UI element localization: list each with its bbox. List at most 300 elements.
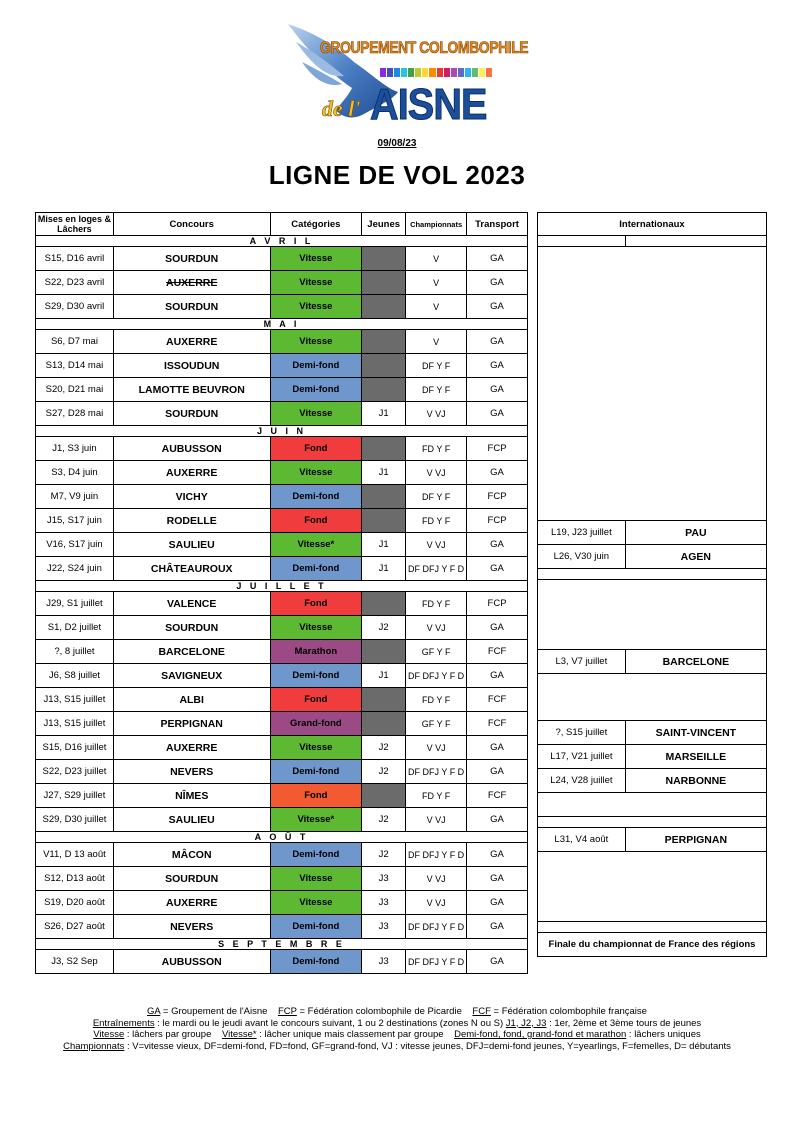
cell-championnats: DF DFJ Y F D: [406, 915, 467, 939]
intl-spacer-row: [538, 418, 767, 428]
cell-dates: S15, D16 avril: [36, 247, 114, 271]
cell-transport: FCP: [467, 509, 528, 533]
rainbow-stripe: [394, 68, 400, 77]
cell-category: Demi-fond: [270, 485, 362, 509]
intl-spacer-cell: [625, 236, 766, 247]
cell-championnats: V VJ: [406, 736, 467, 760]
cell-championnats: V VJ: [406, 891, 467, 915]
table-row: [36, 891, 528, 915]
cell-jeunes: J1: [362, 557, 406, 581]
intl-place: PERPIGNAN: [625, 828, 766, 852]
intl-row: [538, 674, 767, 698]
intl-row: [538, 697, 767, 721]
month-row: [36, 832, 528, 843]
cell-transport: FCP: [467, 485, 528, 509]
intl-row: [538, 769, 767, 793]
table-row: [36, 354, 528, 378]
cell-category: Demi-fond: [270, 760, 362, 784]
cell-transport: GA: [467, 295, 528, 319]
table-row: [36, 664, 528, 688]
cell-dates: S12, D13 août: [36, 867, 114, 891]
cell-transport: GA: [467, 247, 528, 271]
intl-row: [538, 521, 767, 545]
intl-empty: [538, 793, 767, 817]
cell-concours: AUBUSSON: [113, 950, 270, 974]
intl-row: [538, 852, 767, 876]
table-row: [36, 437, 528, 461]
intl-row: [538, 603, 767, 626]
intl-row: [538, 721, 767, 745]
cell-dates: V16, S17 juin: [36, 533, 114, 557]
intl-place: MARSEILLE: [625, 745, 766, 769]
legend-line-2: [0, 1018, 794, 1030]
legend-df-label: Demi-fond, fond, grand-fond et marathon: [454, 1029, 627, 1040]
rainbow-stripe: [444, 68, 450, 77]
cell-jeunes: [362, 688, 406, 712]
cell-jeunes: [362, 485, 406, 509]
cell-dates: S26, D27 août: [36, 915, 114, 939]
cell-category: Vitesse: [270, 295, 362, 319]
cell-dates: J1, S3 juin: [36, 437, 114, 461]
intl-row: [538, 793, 767, 817]
cell-championnats: V VJ: [406, 808, 467, 832]
table-row: [36, 915, 528, 939]
cell-concours: SOURDUN: [113, 247, 270, 271]
cell-championnats: DF DFJ Y F D: [406, 950, 467, 974]
race-schedule-table: [35, 212, 528, 974]
intl-place: BARCELONE: [625, 650, 766, 674]
cell-transport: FCF: [467, 640, 528, 664]
cell-dates: J3, S2 Sep: [36, 950, 114, 974]
cell-concours: SAULIEU: [113, 808, 270, 832]
intl-row: [538, 626, 767, 650]
intl-spacer-cell: [538, 817, 767, 828]
header-jeunes: Jeunes: [362, 213, 406, 236]
cell-dates: J15, S17 juin: [36, 509, 114, 533]
intl-row: [538, 395, 767, 418]
intl-row: [538, 247, 767, 271]
cell-jeunes: [362, 784, 406, 808]
intl-place: SAINT-VINCENT: [625, 721, 766, 745]
cell-championnats: DF DFJ Y F D: [406, 760, 467, 784]
rainbow-stripe: [458, 68, 464, 77]
cell-concours: ALBI: [113, 688, 270, 712]
cell-transport: GA: [467, 867, 528, 891]
cell-jeunes: J2: [362, 616, 406, 640]
rainbow-stripe: [429, 68, 435, 77]
cell-championnats: DF Y F: [406, 378, 467, 402]
intl-row: [538, 545, 767, 569]
intl-place: NARBONNE: [625, 769, 766, 793]
month-label: A O Û T: [36, 832, 528, 843]
legend-ch-text: : V=vitesse vieux, DF=demi-fond, FD=fond, GF=grand-fond, VJ : vitesse jeunes, DFJ=demi-fond jeunes, Y=yearlings, F=femelles, D= débutants: [124, 1040, 731, 1052]
cell-concours: AUXERRE: [113, 461, 270, 485]
cell-transport: GA: [467, 736, 528, 760]
cell-championnats: FD Y F: [406, 784, 467, 808]
legend-entr-label: Entraînements: [92, 1017, 155, 1029]
legend-entr-text: : le mardi ou le jeudi avant le concours suivant, 1 ou 2 destinations (zones N ou S): [154, 1017, 506, 1029]
cell-championnats: V VJ: [406, 402, 467, 426]
table-row: [36, 378, 528, 402]
table-row: [36, 592, 528, 616]
cell-concours: BARCELONE: [113, 640, 270, 664]
rainbow-stripe: [437, 68, 443, 77]
cell-championnats: V VJ: [406, 461, 467, 485]
cell-dates: S22, D23 avril: [36, 271, 114, 295]
cell-dates: S20, D21 mai: [36, 378, 114, 402]
legend-line-3: [0, 1029, 794, 1041]
cell-dates: V11, D 13 août: [36, 843, 114, 867]
cell-dates: J13, S15 juillet: [36, 688, 114, 712]
intl-empty: [538, 697, 767, 721]
legend-line-1: [0, 1006, 794, 1018]
cell-jeunes: J1: [362, 533, 406, 557]
cell-category: Demi-fond: [270, 378, 362, 402]
cell-concours: CHÂTEAUROUX: [113, 557, 270, 581]
intl-dates: L24, V28 juillet: [538, 769, 626, 793]
cell-transport: GA: [467, 354, 528, 378]
legend-vit2-text: : lâcher unique mais classement par groupe: [256, 1029, 444, 1040]
cell-championnats: V VJ: [406, 867, 467, 891]
cell-category: Demi-fond: [270, 950, 362, 974]
cell-championnats: V VJ: [406, 533, 467, 557]
cell-championnats: FD Y F: [406, 592, 467, 616]
header-categories: Catégories: [270, 213, 362, 236]
cell-category: Vitesse: [270, 402, 362, 426]
cell-concours: AUBUSSON: [113, 437, 270, 461]
table-row: [36, 402, 528, 426]
logo: [282, 18, 529, 130]
cell-category: Demi-fond: [270, 915, 362, 939]
cell-category: Vitesse: [270, 247, 362, 271]
rainbow-stripe: [415, 68, 421, 77]
intl-empty: [538, 580, 767, 604]
cell-category: Fond: [270, 509, 362, 533]
cell-transport: GA: [467, 843, 528, 867]
legend-fcf-text: = Fédération colombophile française: [490, 1006, 647, 1017]
cell-jeunes: J2: [362, 808, 406, 832]
cell-jeunes: J3: [362, 891, 406, 915]
cell-transport: GA: [467, 891, 528, 915]
cell-dates: J13, S15 juillet: [36, 712, 114, 736]
cell-championnats: DF DFJ Y F D: [406, 664, 467, 688]
cell-transport: GA: [467, 664, 528, 688]
intl-dates: L19, J23 juillet: [538, 521, 626, 545]
cell-championnats: FD Y F: [406, 437, 467, 461]
month-label: J U I N: [36, 426, 528, 437]
header-championnats: Championnats: [406, 213, 467, 236]
cell-concours: AUXERRE: [113, 330, 270, 354]
legend-line-4: [0, 1041, 794, 1053]
cell-jeunes: [362, 712, 406, 736]
table-row: [36, 688, 528, 712]
cell-dates: S1, D2 juillet: [36, 616, 114, 640]
legend-fcp-abbr: FCP: [277, 1006, 297, 1017]
cell-dates: S15, D16 juillet: [36, 736, 114, 760]
table-row: [36, 640, 528, 664]
intl-empty: [538, 293, 767, 316]
cell-jeunes: J3: [362, 950, 406, 974]
cell-category: Vitesse*: [270, 533, 362, 557]
cell-concours: SOURDUN: [113, 867, 270, 891]
cell-championnats: GF Y F: [406, 712, 467, 736]
cell-transport: GA: [467, 808, 528, 832]
cell-concours: ISSOUDUN: [113, 354, 270, 378]
table-row: [36, 760, 528, 784]
cell-concours: VICHY: [113, 485, 270, 509]
intl-empty: [538, 852, 767, 876]
intl-empty: [538, 474, 767, 497]
intl-row: [538, 349, 767, 372]
cell-transport: FCP: [467, 592, 528, 616]
cell-championnats: FD Y F: [406, 509, 467, 533]
intl-empty: [538, 898, 767, 922]
table-row: [36, 712, 528, 736]
cell-category: Vitesse: [270, 271, 362, 295]
rainbow-stripe: [472, 68, 478, 77]
month-label: S E P T E M B R E: [36, 939, 528, 950]
month-row: [36, 581, 528, 592]
cell-jeunes: [362, 354, 406, 378]
cell-transport: GA: [467, 616, 528, 640]
table-row: [36, 295, 528, 319]
logo-de: de l': [322, 96, 361, 121]
cell-dates: J22, S24 juin: [36, 557, 114, 581]
cell-championnats: V: [406, 247, 467, 271]
legend-entr-tail: : 1er, 2ème et 3ème tours de jeunes: [546, 1017, 702, 1029]
cell-category: Demi-fond: [270, 557, 362, 581]
intl-empty: [538, 451, 767, 474]
table-row: [36, 557, 528, 581]
table-row: [36, 808, 528, 832]
cell-championnats: FD Y F: [406, 688, 467, 712]
intl-spacer-cell: [538, 316, 767, 326]
cell-dates: J29, S1 juillet: [36, 592, 114, 616]
cell-dates: ?, 8 juillet: [36, 640, 114, 664]
legend-fcp-text: = Fédération colombophile de Picardie: [296, 1006, 462, 1017]
cell-concours: VALENCE: [113, 592, 270, 616]
table-row: [36, 867, 528, 891]
header-concours: Concours: [113, 213, 270, 236]
logo-title: GROUPEMENT COLOMBOPHILE: [320, 38, 529, 57]
cell-concours: AUXERRE: [113, 736, 270, 760]
intl-header-row: [538, 213, 767, 236]
cell-jeunes: J3: [362, 915, 406, 939]
cell-championnats: GF Y F: [406, 640, 467, 664]
document-date: 09/08/23: [377, 138, 417, 149]
cell-transport: GA: [467, 760, 528, 784]
cell-concours: SAULIEU: [113, 533, 270, 557]
cell-category: Vitesse: [270, 616, 362, 640]
cell-category: Vitesse: [270, 736, 362, 760]
cell-dates: S29, D30 avril: [36, 295, 114, 319]
table-row: [36, 461, 528, 485]
cell-transport: FCF: [467, 688, 528, 712]
cell-dates: S19, D20 août: [36, 891, 114, 915]
intl-row: [538, 650, 767, 674]
intl-spacer-cell: [538, 569, 767, 580]
cell-jeunes: [362, 271, 406, 295]
cell-transport: GA: [467, 533, 528, 557]
cell-concours: NEVERS: [113, 915, 270, 939]
month-label: A V R I L: [36, 236, 528, 247]
cell-dates: S13, D14 mai: [36, 354, 114, 378]
intl-row: [538, 270, 767, 293]
legend-vit2-label: Vitesse*: [221, 1029, 257, 1040]
cell-category: Demi-fond: [270, 354, 362, 378]
cell-championnats: DF Y F: [406, 485, 467, 509]
cell-dates: J27, S29 juillet: [36, 784, 114, 808]
table-row: [36, 616, 528, 640]
intl-row: [538, 372, 767, 395]
intl-empty: [538, 603, 767, 626]
cell-dates: S27, D28 mai: [36, 402, 114, 426]
logo-aisne: AISNE: [370, 80, 487, 129]
intl-row: [538, 828, 767, 852]
cell-jeunes: J2: [362, 760, 406, 784]
rainbow-stripe: [465, 68, 471, 77]
intl-row: [538, 933, 767, 957]
intl-spacer-row: [538, 236, 767, 247]
table-row: [36, 509, 528, 533]
legend-ch-label: Championnats: [63, 1040, 125, 1052]
intl-dates: L17, V21 juillet: [538, 745, 626, 769]
rainbow-stripe: [479, 68, 485, 77]
cell-concours: SAVIGNEUX: [113, 664, 270, 688]
intl-dates: ?, S15 juillet: [538, 721, 626, 745]
cell-transport: GA: [467, 330, 528, 354]
logo-rainbow: [380, 68, 492, 77]
cell-dates: S3, D4 juin: [36, 461, 114, 485]
table-row: [36, 485, 528, 509]
cell-jeunes: [362, 592, 406, 616]
cell-transport: GA: [467, 461, 528, 485]
cell-transport: GA: [467, 915, 528, 939]
cell-dates: M7, V9 juin: [36, 485, 114, 509]
cell-dates: S29, D30 juillet: [36, 808, 114, 832]
cell-dates: S22, D23 juillet: [36, 760, 114, 784]
cell-category: Fond: [270, 688, 362, 712]
intl-empty: [538, 626, 767, 650]
header-transport: Transport: [467, 213, 528, 236]
intl-empty: [538, 326, 767, 349]
table-row: [36, 330, 528, 354]
intl-spacer-row: [538, 569, 767, 580]
intl-row: [538, 293, 767, 316]
cell-jeunes: J1: [362, 402, 406, 426]
rainbow-stripe: [387, 68, 393, 77]
intl-dates: L3, V7 juillet: [538, 650, 626, 674]
month-row: [36, 939, 528, 950]
cell-jeunes: J1: [362, 664, 406, 688]
month-label: J U I L L E T: [36, 581, 528, 592]
cell-championnats: DF DFJ Y F D: [406, 557, 467, 581]
intl-row: [538, 451, 767, 474]
cell-championnats: V: [406, 330, 467, 354]
cell-category: Vitesse: [270, 867, 362, 891]
header-internationaux: Internationaux: [538, 213, 767, 236]
rainbow-stripe: [422, 68, 428, 77]
rainbow-stripe: [401, 68, 407, 77]
intl-empty: [538, 395, 767, 418]
table-header-row: [36, 213, 528, 236]
intl-empty: [538, 349, 767, 372]
intl-row: [538, 428, 767, 451]
cell-concours: AUXERRE: [113, 891, 270, 915]
cell-concours: AUXERRE: [113, 271, 270, 295]
month-row: [36, 319, 528, 330]
cell-jeunes: J2: [362, 736, 406, 760]
cell-jeunes: J2: [362, 843, 406, 867]
cell-jeunes: J3: [362, 867, 406, 891]
table-row: [36, 247, 528, 271]
cell-concours: SOURDUN: [113, 616, 270, 640]
intl-spacer-row: [538, 922, 767, 933]
cell-category: Fond: [270, 784, 362, 808]
cell-concours: SOURDUN: [113, 402, 270, 426]
cell-category: Demi-fond: [270, 664, 362, 688]
cell-category: Grand-fond: [270, 712, 362, 736]
intl-row: [538, 497, 767, 521]
legend-ga-text: = Groupement de l'Aisne: [160, 1006, 268, 1017]
intl-place: PAU: [625, 521, 766, 545]
intl-spacer-cell: [538, 922, 767, 933]
intl-finale: Finale du championnat de France des régions: [538, 933, 767, 957]
intl-spacer-cell: [538, 236, 626, 247]
page-title: LIGNE DE VOL 2023: [268, 160, 526, 190]
table-row: [36, 950, 528, 974]
intl-place: AGEN: [625, 545, 766, 569]
intl-dates: L31, V4 août: [538, 828, 626, 852]
intl-spacer-row: [538, 316, 767, 326]
cell-transport: FCF: [467, 712, 528, 736]
cell-category: Fond: [270, 437, 362, 461]
intl-dates: L26, V30 juin: [538, 545, 626, 569]
cell-transport: FCF: [467, 784, 528, 808]
header-mises: Mises en loges & Lâchers: [36, 213, 114, 236]
cell-concours: PERPIGNAN: [113, 712, 270, 736]
intl-row: [538, 875, 767, 898]
intl-row: [538, 898, 767, 922]
cell-jeunes: [362, 295, 406, 319]
cell-category: Vitesse: [270, 461, 362, 485]
intl-empty: [538, 428, 767, 451]
cell-jeunes: [362, 247, 406, 271]
cell-jeunes: [362, 330, 406, 354]
month-row: [36, 426, 528, 437]
intl-row: [538, 580, 767, 604]
cell-championnats: DF Y F: [406, 354, 467, 378]
cell-transport: GA: [467, 378, 528, 402]
cell-championnats: V VJ: [406, 616, 467, 640]
intl-empty: [538, 674, 767, 698]
intl-empty: [538, 875, 767, 898]
legend-df-text: : lâchers uniques: [626, 1029, 701, 1040]
cell-concours: RODELLE: [113, 509, 270, 533]
cell-category: Vitesse*: [270, 808, 362, 832]
intl-spacer-cell: [538, 418, 767, 428]
cell-dates: J6, S8 juillet: [36, 664, 114, 688]
table-row: [36, 271, 528, 295]
month-label: M A I: [36, 319, 528, 330]
cell-jeunes: J1: [362, 461, 406, 485]
rainbow-stripe: [486, 68, 492, 77]
cell-concours: LAMOTTE BEUVRON: [113, 378, 270, 402]
cell-category: Marathon: [270, 640, 362, 664]
rainbow-stripe: [408, 68, 414, 77]
cell-category: Demi-fond: [270, 843, 362, 867]
legend: [0, 1006, 794, 1052]
